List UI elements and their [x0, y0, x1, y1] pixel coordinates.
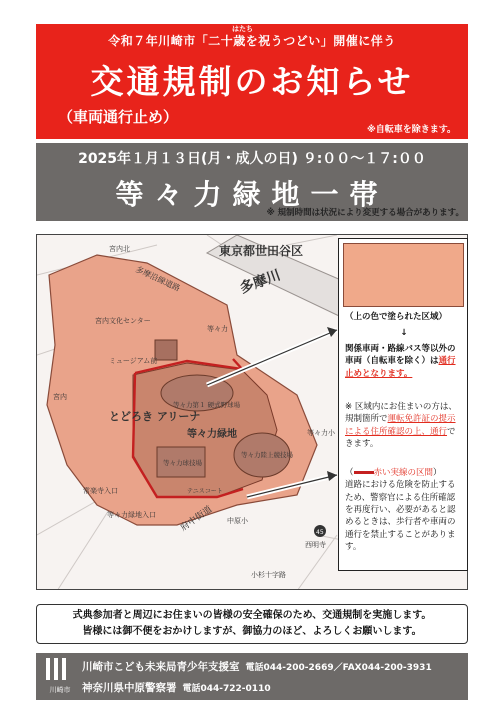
map-label-park: 等々力緑地 [187, 429, 237, 440]
legend-redline-label: 赤い実線の区間 [373, 468, 434, 478]
map-label-fuchu: 府中街道 [178, 504, 215, 534]
logo-text: 川崎市 [49, 686, 71, 694]
time-note: ※ 規制時間は状況により変更する場合があります。 [266, 208, 464, 218]
notice-line-1: 式典参加者と周辺にお住まいの皆様の安全確保のため、交通規制を実施します。 [72, 610, 432, 621]
map-label-school: 等々力小 [307, 429, 335, 437]
header-banner [36, 24, 468, 139]
legend-color-swatch [343, 243, 464, 307]
legend-rule-red: 通行止めとなります。 [345, 356, 456, 379]
pre-title: 令和７年川崎市「二十歳を祝うつどい」開催に伴う [108, 34, 396, 48]
map-label-museum: ミュージアム前 [109, 357, 158, 365]
footer-contact [36, 653, 468, 700]
map-label-tokyo: 東京都世田谷区 [219, 244, 304, 258]
contact-org-1: 川崎市こども未来局青少年支援室 [82, 661, 240, 673]
contact-tel-2: 電話044-722-0110 [182, 684, 271, 694]
map-label-river-road: 多摩沿線道路 [134, 264, 182, 294]
kawasaki-logo-icon [40, 656, 76, 696]
notice-line-2: 皆様には御不便をおかけしますが、御協力のほど、よろしくお願いします。 [82, 626, 422, 637]
map-label-nakahara: 中原小 [227, 517, 248, 525]
page-title: 交通規制のお知らせ [90, 62, 414, 101]
red-line-icon [354, 471, 374, 474]
map-label-tennis: テニスコート [187, 488, 223, 495]
map-label-miyauchi: 宮内 [53, 393, 67, 401]
contact-tel-1: 電話044-200-2669／FAX044-200-3931 [245, 663, 432, 673]
map-label-joshoji: 常楽寺入口 [83, 487, 118, 495]
map-label-stadium: 等々力陸上競技場 [241, 451, 293, 459]
legend-area-caption: （上の色で塗られた区域） [345, 312, 448, 322]
legend-resident-note [345, 401, 463, 450]
contact-org-2: 神奈川県中原警察署 [82, 682, 177, 694]
map-label-todoroki: 等々力 [207, 325, 228, 333]
legend-arrow: ↓ [400, 328, 408, 338]
legend-rule-text: 関係車両・路線バス等以外の車両（自転車を除く）は [345, 344, 456, 367]
contact-line-1 [82, 659, 432, 674]
map-label-entrance: 等々力緑地入口 [107, 511, 156, 519]
legend-panel [338, 238, 468, 571]
map-label-route: 45 [316, 529, 324, 536]
map-label-kosugi: 小杉十字路 [251, 571, 286, 579]
notice-box [36, 604, 468, 644]
contact-line-2 [82, 680, 271, 695]
map-label-baseball: 等々力第１ 硬式野球場 [173, 401, 241, 409]
legend-resident-text: ※ 区域内にお住まいの方は、規制箇所で [345, 402, 457, 425]
sub-title: （車両通行止め） [58, 108, 179, 126]
map-label-culture-center: 宮内文化センター [95, 317, 151, 325]
legend-rule [345, 343, 463, 380]
map-label-miyauchi-kita: 宮内北 [109, 245, 130, 253]
legend-resident-post: できます。 [345, 426, 456, 449]
map-label-arena: とどろき アリーナ [109, 410, 201, 423]
legend-redline-note: （ 赤い実線の区間） 道路における危険を防止するため、警察官による住所確認を再度行い、必要があると認めるときは、歩行者や車両の通行を禁止することがあります。 [345, 468, 456, 552]
map-label-ballpark: 等々力球技場 [163, 459, 202, 467]
date-time: 2025年１月１３日(月・成人の日) ９:００～１７:００ [78, 151, 426, 167]
legend-redline-text: 道路における危険を防止するため、警察官による住所確認を再度行い、必要があると認めるときは、歩行者や車両の通行を禁止することがあります。 [345, 480, 456, 552]
legend-resident-red: 運転免許証の提示による住所確認の上、通行 [345, 414, 456, 437]
ruby-text: はたち [232, 25, 253, 33]
map-label-nishinomiya: 西明寺 [305, 541, 326, 549]
map-label-river: 多摩川 [237, 267, 283, 297]
area-name: 等々力緑地一帯 [115, 178, 389, 211]
bicycle-note: ※自転車を除きます。 [366, 125, 456, 135]
